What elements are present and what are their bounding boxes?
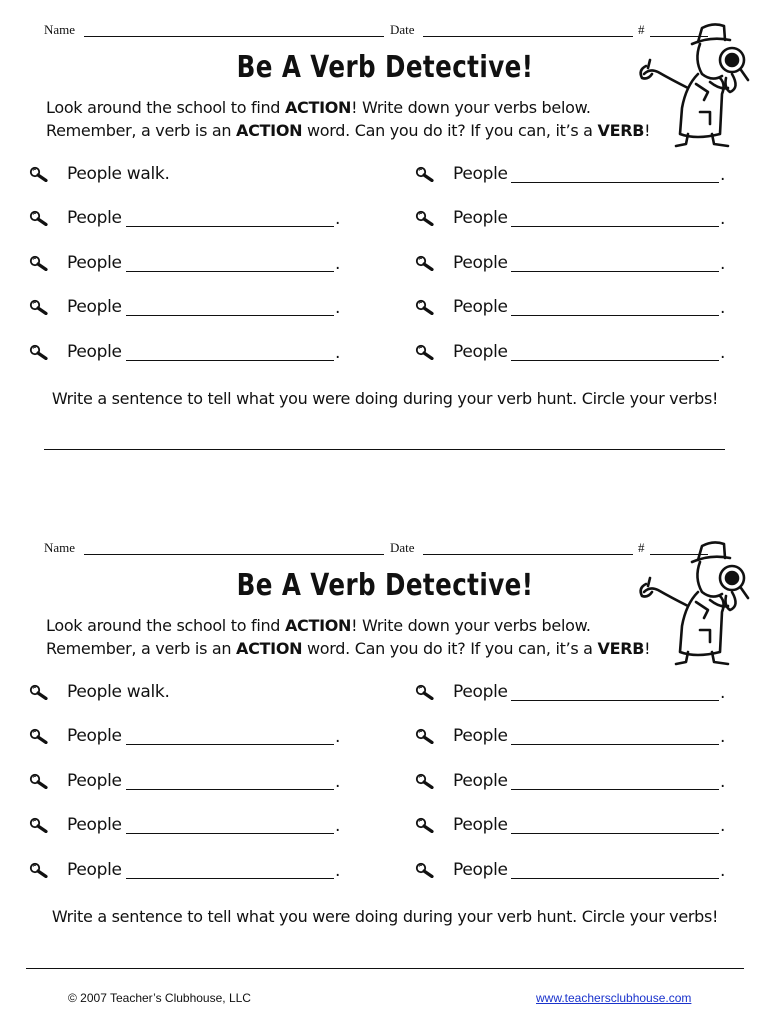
prompt-word: People [67, 771, 122, 791]
copyright: © 2007 Teacher’s Clubhouse, LLC [68, 991, 251, 1005]
magnifying-glass-icon [29, 210, 49, 226]
period: . [335, 772, 341, 792]
prompt-word: People [67, 208, 122, 228]
period: . [335, 298, 341, 318]
prompt-word: People [453, 682, 508, 702]
date-field[interactable] [423, 36, 633, 37]
number-label: # [638, 22, 645, 37]
date-label: Date [390, 22, 415, 37]
magnifying-glass-icon [29, 773, 49, 789]
prompt-word: People [453, 815, 508, 835]
period: . [720, 683, 726, 703]
verb-blank[interactable] [511, 700, 719, 701]
verb-blank[interactable] [511, 226, 719, 227]
magnifying-glass-icon [415, 862, 435, 878]
verb-blank[interactable] [511, 833, 719, 834]
name-field[interactable] [84, 554, 384, 555]
magnifying-glass-icon [29, 166, 49, 182]
date-label: Date [390, 540, 415, 555]
prompt-word: People [453, 771, 508, 791]
magnifying-glass-icon [415, 728, 435, 744]
period: . [720, 772, 726, 792]
verb-blank[interactable] [126, 271, 334, 272]
magnifying-glass-icon [415, 166, 435, 182]
magnifying-glass-icon [415, 773, 435, 789]
verb-blank[interactable] [126, 744, 334, 745]
period: . [335, 727, 341, 747]
magnifying-glass-icon [415, 210, 435, 226]
period: . [720, 254, 726, 274]
instructions: Look around the school to find ACTION! Write down your verbs below. Remember, a verb is an ACTION word. Can you do it? If you can, it’s a VERB! [46, 98, 651, 140]
verb-blank[interactable] [126, 833, 334, 834]
verb-blank[interactable] [511, 878, 719, 879]
magnifying-glass-icon [29, 255, 49, 271]
verb-blank[interactable] [511, 315, 719, 316]
period: . [720, 727, 726, 747]
sentence-answer-line[interactable] [44, 449, 725, 450]
example-sentence: People walk. [67, 682, 170, 702]
magnifying-glass-icon [29, 344, 49, 360]
worksheet-title: Be A Verb Detective! [236, 568, 534, 603]
website-link[interactable]: www.teachersclubhouse.com [536, 991, 692, 1005]
period: . [720, 816, 726, 836]
magnifying-glass-icon [29, 684, 49, 700]
worksheet-bottom [0, 518, 770, 1018]
name-label: Name [44, 540, 76, 555]
verb-blank[interactable] [126, 360, 334, 361]
magnifying-glass-icon [415, 817, 435, 833]
prompt-word: People [67, 726, 122, 746]
instructions: Look around the school to find ACTION! Write down your verbs below. Remember, a verb is an ACTION word. Can you do it? If you can, it’s a VERB! [46, 616, 651, 658]
period: . [335, 816, 341, 836]
verb-blank[interactable] [126, 789, 334, 790]
number-label: # [638, 540, 645, 555]
prompt-word: People [453, 726, 508, 746]
verb-blank[interactable] [126, 226, 334, 227]
footer-divider [26, 968, 744, 969]
prompt-word: People [67, 860, 122, 880]
prompt-word: People [453, 297, 508, 317]
magnifying-glass-icon [29, 817, 49, 833]
prompt-word: People [453, 208, 508, 228]
period: . [335, 343, 341, 363]
name-field[interactable] [84, 36, 384, 37]
worksheet-top [0, 0, 770, 500]
prompt-word: People [67, 342, 122, 362]
period: . [335, 209, 341, 229]
magnifying-glass-icon [415, 344, 435, 360]
verb-blank[interactable] [511, 744, 719, 745]
magnifying-glass-icon [415, 255, 435, 271]
period: . [720, 343, 726, 363]
period: . [720, 209, 726, 229]
verb-blank[interactable] [511, 789, 719, 790]
sentence-prompt: Write a sentence to tell what you were doing during your verb hunt. Circle your verbs! [51, 389, 719, 408]
magnifying-glass-icon [29, 299, 49, 315]
name-label: Name [44, 22, 76, 37]
magnifying-glass-icon [415, 299, 435, 315]
prompt-word: People [453, 253, 508, 273]
verb-blank[interactable] [511, 360, 719, 361]
period: . [335, 254, 341, 274]
magnifying-glass-icon [415, 684, 435, 700]
prompt-word: People [67, 815, 122, 835]
prompt-word: People [453, 164, 508, 184]
verb-blank[interactable] [126, 315, 334, 316]
example-sentence: People walk. [67, 164, 170, 184]
verb-blank[interactable] [511, 182, 719, 183]
prompt-word: People [67, 253, 122, 273]
prompt-word: People [453, 860, 508, 880]
magnifying-glass-icon [29, 862, 49, 878]
period: . [335, 861, 341, 881]
sentence-prompt: Write a sentence to tell what you were doing during your verb hunt. Circle your verbs! [51, 907, 719, 926]
prompt-word: People [67, 297, 122, 317]
period: . [720, 298, 726, 318]
verb-blank[interactable] [511, 271, 719, 272]
period: . [720, 165, 726, 185]
prompt-word: People [453, 342, 508, 362]
period: . [720, 861, 726, 881]
magnifying-glass-icon [29, 728, 49, 744]
verb-blank[interactable] [126, 878, 334, 879]
date-field[interactable] [423, 554, 633, 555]
worksheet-title: Be A Verb Detective! [236, 50, 534, 85]
